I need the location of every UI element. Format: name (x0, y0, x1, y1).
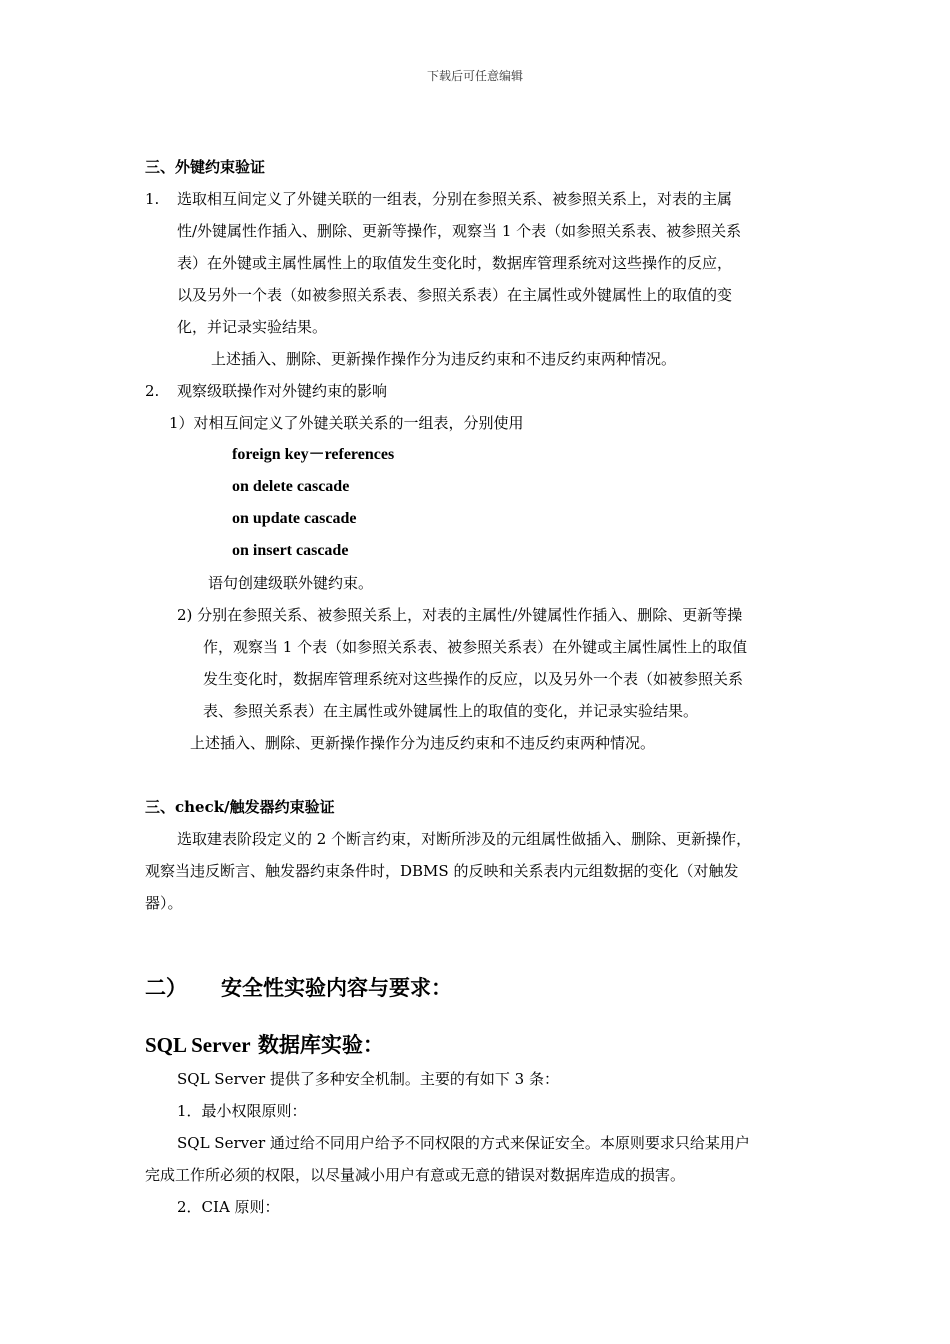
code-line: on update cascade (232, 510, 357, 527)
page-header: 下载后可任意编辑 (426, 69, 523, 83)
code-line: on delete cascade (232, 478, 350, 495)
item1-line: 表）在外键或主属性属性上的取值发生变化时，数据库管理系统对这些操作的反应， (177, 254, 733, 272)
sqlserver-heading-latin: SQL Server (145, 1033, 251, 1057)
item2-note: 上述插入、删除、更新操作操作分为违反约束和不违反约束两种情况。 (190, 734, 656, 752)
code-line: on insert cascade (232, 542, 349, 559)
item1-line: 选取相互间定义了外键关联的一组表，分别在参照关系、被参照关系上，对表的主属 (177, 190, 733, 208)
item2-sub2-line: 发生变化时，数据库管理系统对这些操作的反应，以及另外一个表（如被参照关系 (203, 670, 744, 688)
item2-sub2-line: 2) 分别在参照关系、被参照关系上，对表的主属性/外键属性作插入、删除、更新等操 (177, 606, 743, 624)
principle1-line: SQL Server 通过给不同用户给予不同权限的方式来保证安全。本原则要求只给某用户 (177, 1134, 750, 1152)
security-heading-number: 二） (145, 975, 187, 1000)
item1-line: 化，并记录实验结果。 (177, 318, 328, 336)
sqlserver-heading-cn: 数据库实验： (250, 1032, 384, 1057)
item2-title: 观察级联操作对外键约束的影响 (177, 382, 388, 400)
check-line: 观察当违反断言、触发器约束条件时，DBMS 的反映和关系表内元组数据的变化（对触发 (145, 862, 739, 880)
sqlserver-heading (145, 1031, 384, 1059)
code-line: foreign key－references (232, 446, 395, 463)
sqlserver-intro: SQL Server 提供了多种安全机制。主要的有如下 3 条： (177, 1070, 559, 1088)
principle1-line: 完成工作所必须的权限，以尽量减小用户有意或无意的错误对数据库造成的损害。 (145, 1166, 686, 1184)
item2-sub2-line: 作，观察当 1 个表（如参照关系表、被参照关系表）在外键或主属性属性上的取值 (203, 638, 748, 656)
principle1-title: 1．最小权限原则： (177, 1102, 307, 1120)
item1-line: 性/外键属性作插入、删除、更新等操作，观察当 1 个表（如参照关系表、被参照关系 (177, 222, 742, 240)
item2-after-code: 语句创建级联外键约束。 (208, 574, 374, 592)
security-heading-title: 安全性实验内容与要求： (221, 975, 452, 1000)
item1-note: 上述插入、删除、更新操作操作分为违反约束和不违反约束两种情况。 (211, 350, 677, 368)
principle2-title: 2．CIA 原则： (177, 1198, 280, 1216)
check-line: 器）。 (145, 894, 183, 912)
item1-number: 1. (145, 190, 160, 208)
item2-sub2-line: 表、参照关系表）在主属性或外键属性上的取值的变化，并记录实验结果。 (203, 702, 699, 720)
check-line: 选取建表阶段定义的 2 个断言约束，对断所涉及的元组属性做插入、删除、更新操作， (177, 830, 752, 848)
item1-line: 以及另外一个表（如被参照关系表、参照关系表）在主属性或外键属性上的取值的变 (177, 286, 733, 304)
item2-number: 2. (145, 382, 160, 400)
section-check-title: 三、check/触发器约束验证 (145, 798, 335, 816)
item2-sub1: 1）对相互间定义了外键关联关系的一组表，分别使用 (169, 414, 524, 432)
security-heading (145, 974, 452, 1002)
section-fk-title: 三、外键约束验证 (145, 158, 266, 176)
